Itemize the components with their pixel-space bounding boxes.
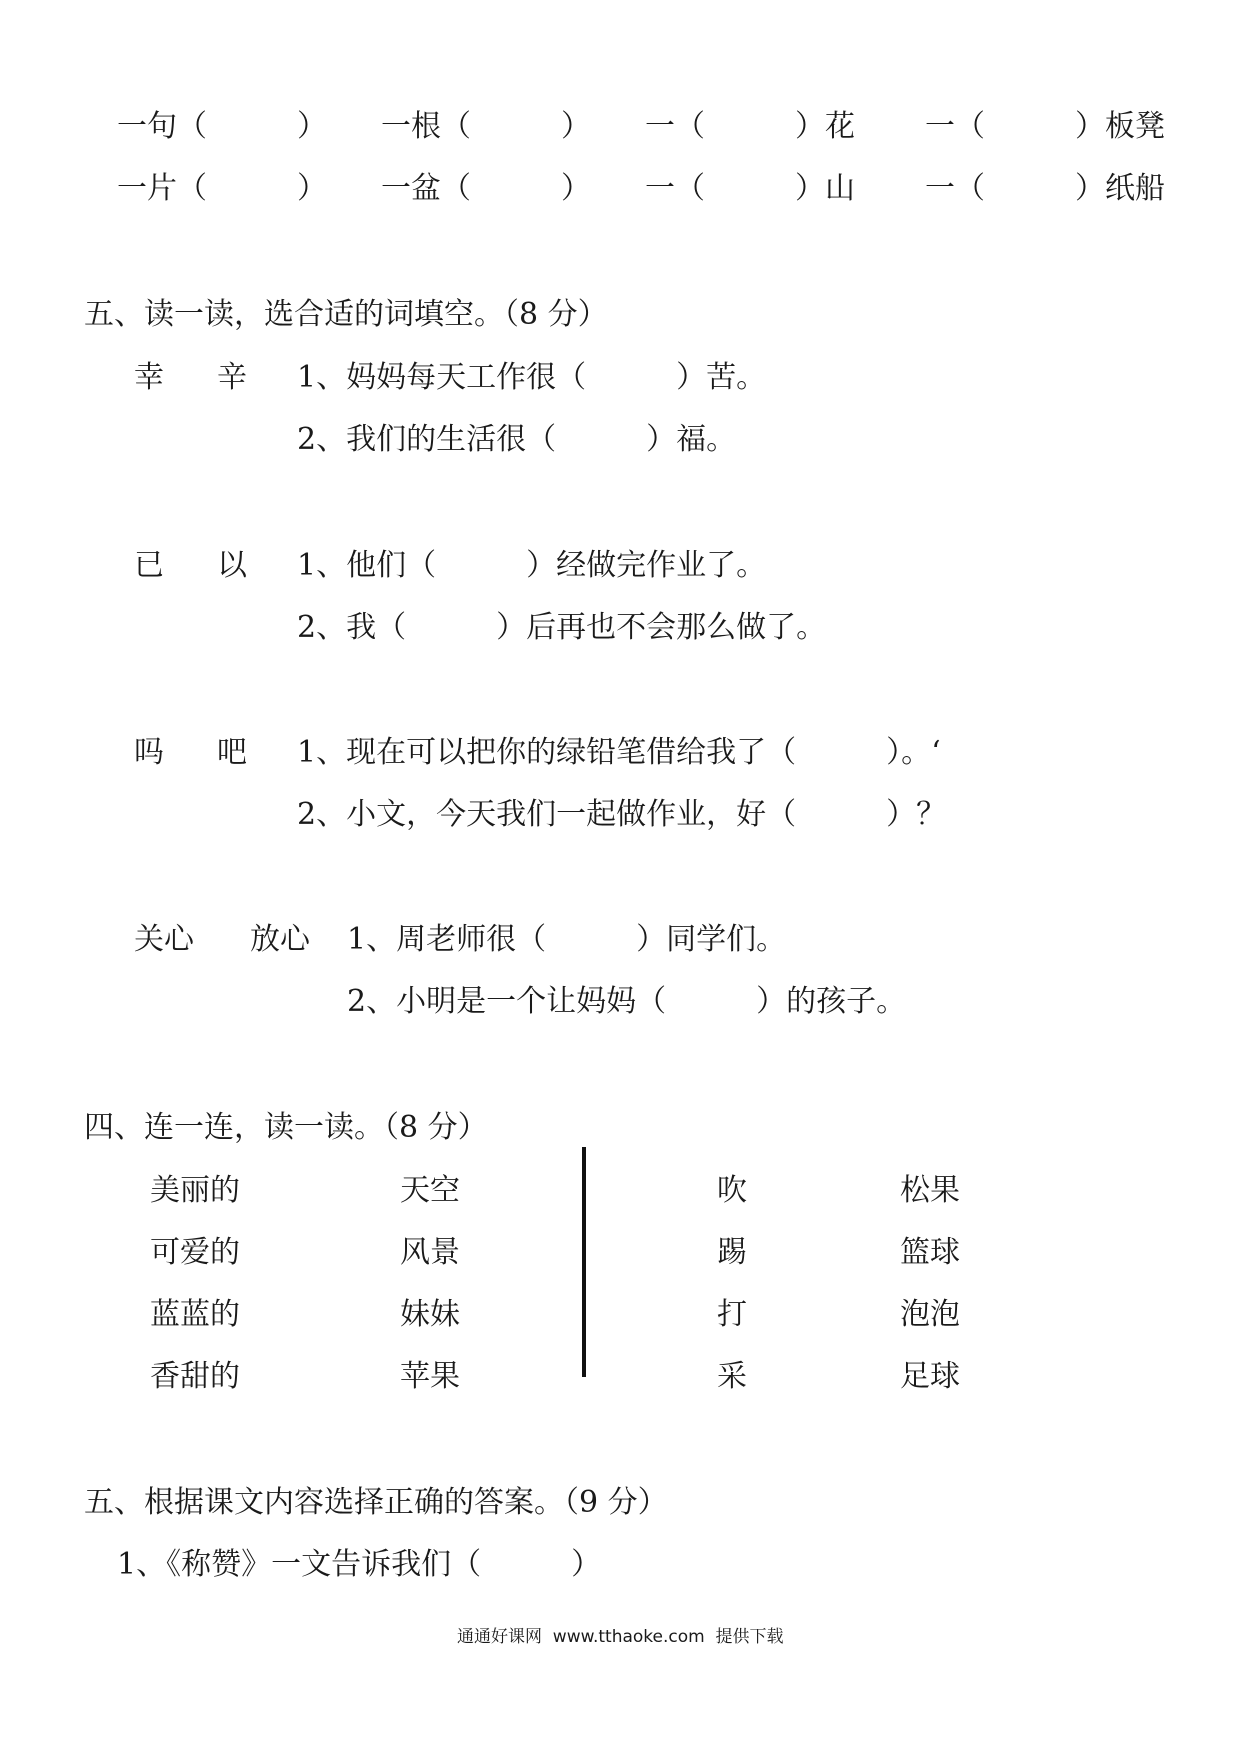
measure-word-item: 一（ ）花 [645, 109, 855, 144]
match-left-word: 蓝蓝的 [150, 1297, 240, 1332]
match-right-noun: 足球 [900, 1359, 960, 1394]
fill-sentence: 2、小文，今天我们一起做作业，好（ ）？ [297, 797, 947, 832]
fill-sentence: 2、我们的生活很（ ）福。 [297, 422, 737, 457]
fill-sentence: 1、妈妈每天工作很（ ）苦。 [297, 360, 767, 395]
measure-word-item: 一句（ ） [117, 109, 327, 144]
match-left-noun: 苹果 [400, 1359, 460, 1394]
measure-word-item: 一（ ）山 [645, 171, 855, 206]
word-option: 已 [134, 548, 164, 583]
fill-sentence: 2、我（ ）后再也不会那么做了。 [297, 610, 827, 645]
word-option: 吗 [134, 735, 164, 770]
measure-word-item: 一（ ）纸船 [925, 171, 1165, 206]
match-right-noun: 泡泡 [900, 1297, 960, 1332]
fill-sentence: 1、他们（ ）经做完作业了。 [297, 548, 767, 583]
word-option: 辛 [217, 360, 247, 395]
footer-download-note: 通通好课网 www.tthaoke.com 提供下载 [457, 1627, 784, 1647]
section-heading-choose-word: 五、读一读，选合适的词填空。（8 分） [84, 297, 608, 332]
measure-word-item: 一（ ）板凳 [925, 109, 1165, 144]
match-left-word: 美丽的 [150, 1173, 240, 1208]
fill-sentence: 1、周老师很（ ）同学们。 [347, 922, 787, 957]
match-right-verb: 吹 [717, 1173, 747, 1208]
section-heading-answer: 五、根据课文内容选择正确的答案。（9 分） [84, 1485, 668, 1520]
match-left-word: 香甜的 [150, 1359, 240, 1394]
match-left-noun: 风景 [400, 1235, 460, 1270]
match-right-noun: 篮球 [900, 1235, 960, 1270]
fill-sentence: 2、小明是一个让妈妈（ ）的孩子。 [347, 984, 907, 1019]
match-right-verb: 打 [717, 1297, 747, 1332]
match-right-verb: 踢 [717, 1235, 747, 1270]
measure-word-item: 一盆（ ） [381, 171, 591, 206]
match-left-noun: 妹妹 [400, 1297, 460, 1332]
match-divider [582, 1147, 586, 1377]
word-option: 以 [217, 548, 247, 583]
match-right-noun: 松果 [900, 1173, 960, 1208]
match-left-word: 可爱的 [150, 1235, 240, 1270]
fill-sentence: 1、现在可以把你的绿铅笔借给我了（ ）。‘ [297, 735, 941, 770]
section-heading-match: 四、连一连，读一读。（8 分） [84, 1110, 488, 1145]
match-left-noun: 天空 [400, 1173, 460, 1208]
question-1: 1、《称赞》一文告诉我们（ ） [117, 1547, 602, 1582]
word-option: 放心 [250, 922, 310, 957]
measure-word-item: 一根（ ） [381, 109, 591, 144]
match-right-verb: 采 [717, 1359, 747, 1394]
word-option: 关心 [134, 922, 194, 957]
measure-word-item: 一片（ ） [117, 171, 327, 206]
word-option: 吧 [217, 735, 247, 770]
word-option: 幸 [134, 360, 164, 395]
